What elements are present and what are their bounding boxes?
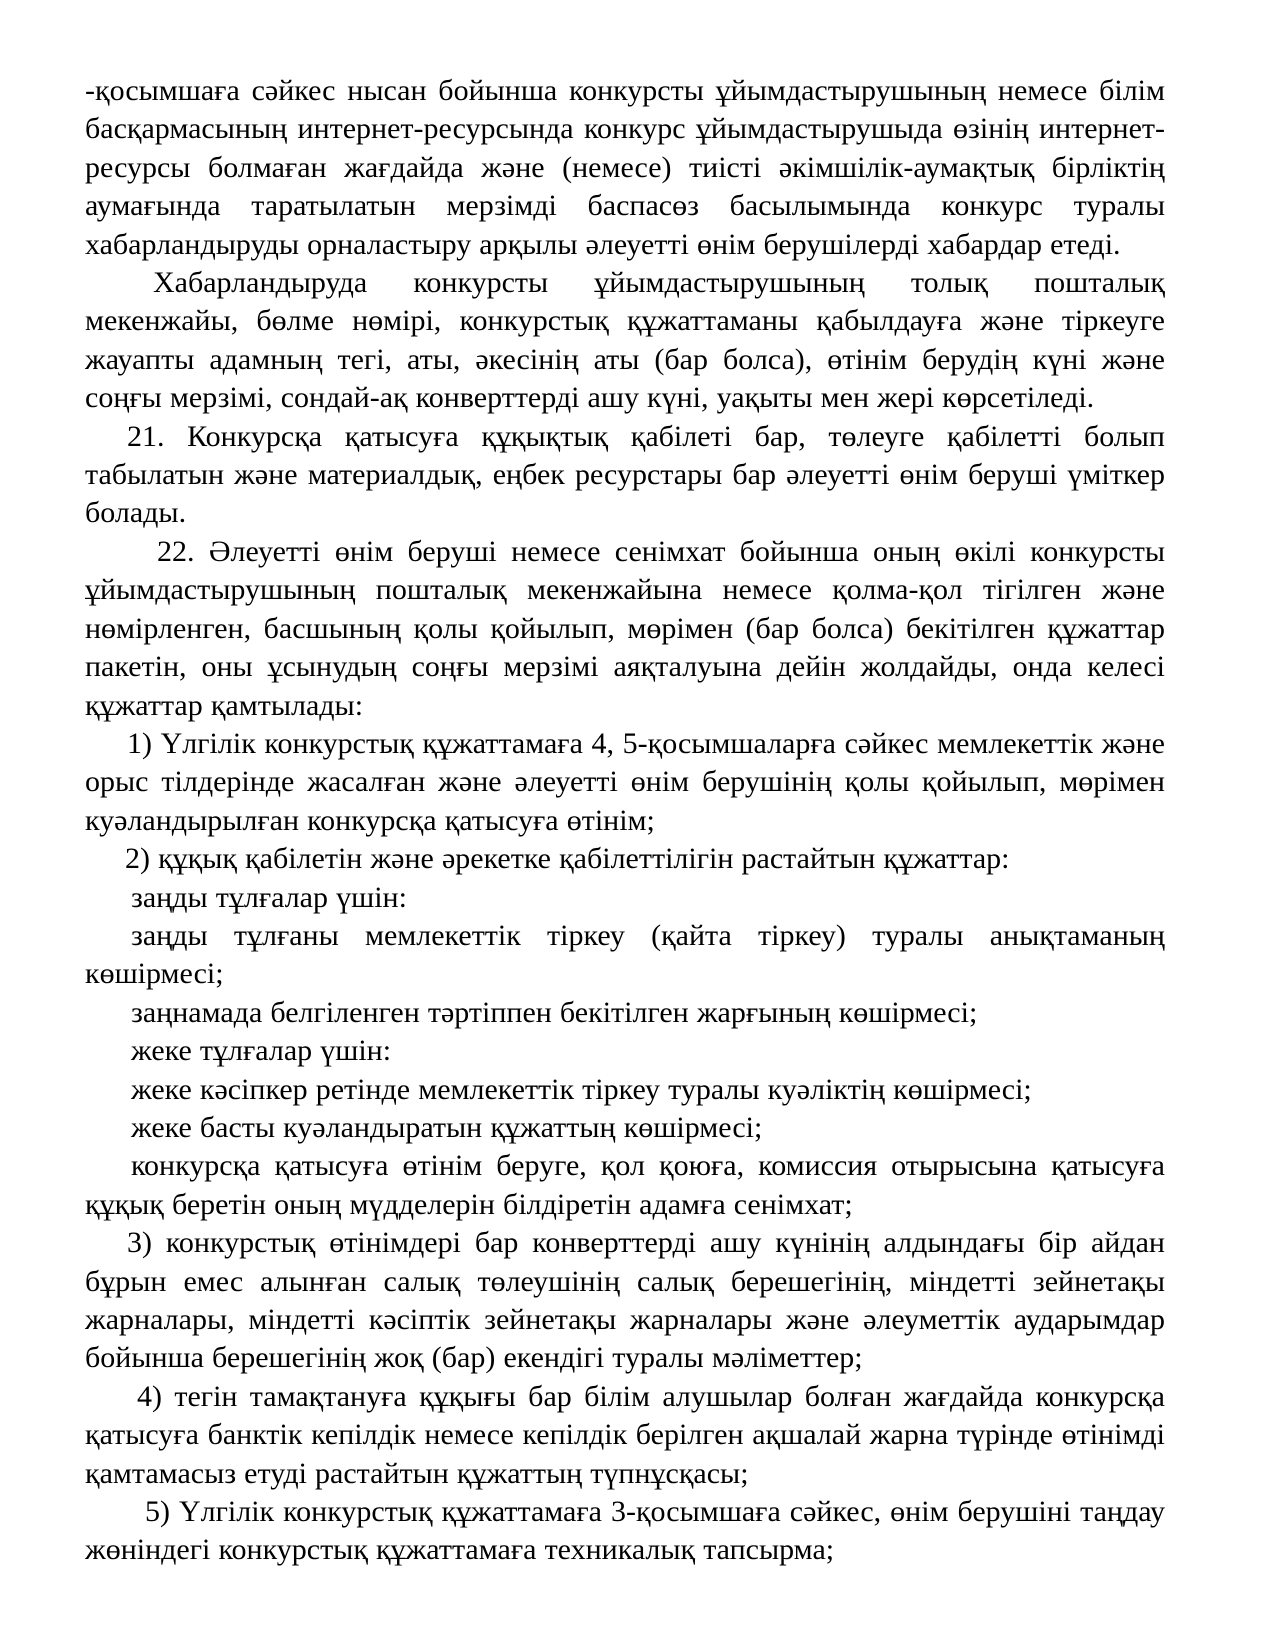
- clause-21: 21. Конкурсқа қатысуға құқықтық қабілеті бар, төлеуге қабілетті болып табылатын және материалдық, еңбек ресурстары бар әлеуетті өнім беруші үміткер болады.: [85, 419, 1165, 530]
- subitem-entrepreneur-cert-copy: жеке кәсіпкер ретінде мемлекеттік тіркеу туралы куәліктің көшірмесі;: [131, 1072, 1032, 1106]
- subitem-charter-copy: заңнамада белгіленген тәртіппен бекітілген жарғының көшірмесі;: [131, 995, 978, 1029]
- subitem-legal-entities-header: заңды тұлғалар үшін:: [131, 880, 407, 914]
- subitem-legal-registration-copy: заңды тұлғаны мемлекеттік тіркеу (қайта тіркеу) туралы анықтаманың көшірмесі;: [85, 918, 1165, 991]
- list-item-5-technical-task: 5) Үлгілік конкурстық құжаттамаға 3-қосымшаға сәйкес, өнім берушіні таңдау жөніндегі конкурстық құжаттамаға техникалық тапсырма;: [85, 1495, 1165, 1567]
- subitem-individuals-header: жеке тұлғалар үшін:: [131, 1034, 392, 1068]
- subitem-power-of-attorney: конкурсқа қатысуға өтінім беруге, қол қоюға, комиссия отырысына қатысуға құқық беретін оның мүдделерін білдіретін адамға сенімхат;: [85, 1149, 1165, 1221]
- list-item-3-tax-debt-info: 3) конкурстық өтінімдері бар конверттерді ашу күнінің алдындағы бір айдан бұрын емес алынған салық төлеушінің салық берешегінің, міндетті зейнетақы жарналары, міндетті кәсіптік зейнетақы жарналары және әлеуметтік аударымдар бойынша берешегінің жоқ (бар) екендігі туралы мәліметтер;: [85, 1226, 1165, 1375]
- paragraph-announcement-details: Хабарландыруда конкурсты ұйымдастырушының толық пошталық мекенжайы, бөлме нөмірі, конкурстық құжаттаманы қабылдауға және тіркеуге жауапты адамның тегі, аты, әкесінің аты (бар болса), өтінім берудің күні және соңғы мерзімі, сондай-ақ конверттерді ашу күні, уақыты мен жері көрсетіледі.: [85, 266, 1165, 415]
- list-item-1-application: 1) Үлгілік конкурстық құжаттамаға 4, 5-қосымшаларға сәйкес мемлекеттік және орыс тілдерінде жасалған және әлеуетті өнім берушінің қолы қойылып, мөрімен куәландырылған конкурсқа қатысуға өтінім;: [85, 726, 1165, 837]
- clause-22: 22. Әлеуетті өнім беруші немесе сенімхат бойынша оның өкілі конкурсты ұйымдастырушының пошталық мекенжайына немесе қолма-қол тігілген және нөмірленген, басшының қолы қойылып, мөрімен (бар болса) бекітілген құжаттар пакетін, оны ұсынудың соңғы мерзімі аяқталуына дейін жолдайды, онда келесі құжаттар қамтылады:: [85, 534, 1165, 722]
- list-item-4-bid-security: 4) тегін тамақтануға құқығы бар білім алушылар болған жағдайда конкурсқа қатысуға банктік кепілдік немесе кепілдік берілген ақшалай жарна түрінде өтінімді қамтамасыз етуді растайтын құжаттың түпнұсқасы;: [85, 1379, 1165, 1490]
- list-item-2-capacity-documents: 2) құқық қабілетін және әрекетке қабілеттілігін растайтын құжаттар:: [125, 842, 1010, 876]
- subitem-identity-doc-copy: жеке басты куәландыратын құжаттың көшірмесі;: [131, 1110, 763, 1144]
- paragraph-announcement-method: -қосымшаға сәйкес нысан бойынша конкурсты ұйымдастырушының немесе білім басқармасының интернет-ресурсында конкурс ұйымдастырушыда өзінің интернет-ресурсы болмаған жағдайда және (немесе) тиісті әкімшілік-аумақтық бірліктің аумағында таратылатын мерзімді баспасөз басылымында конкурс туралы хабарландыруды орналастыру арқылы әлеуетті өнім берушілерді хабардар етеді.: [85, 74, 1165, 261]
